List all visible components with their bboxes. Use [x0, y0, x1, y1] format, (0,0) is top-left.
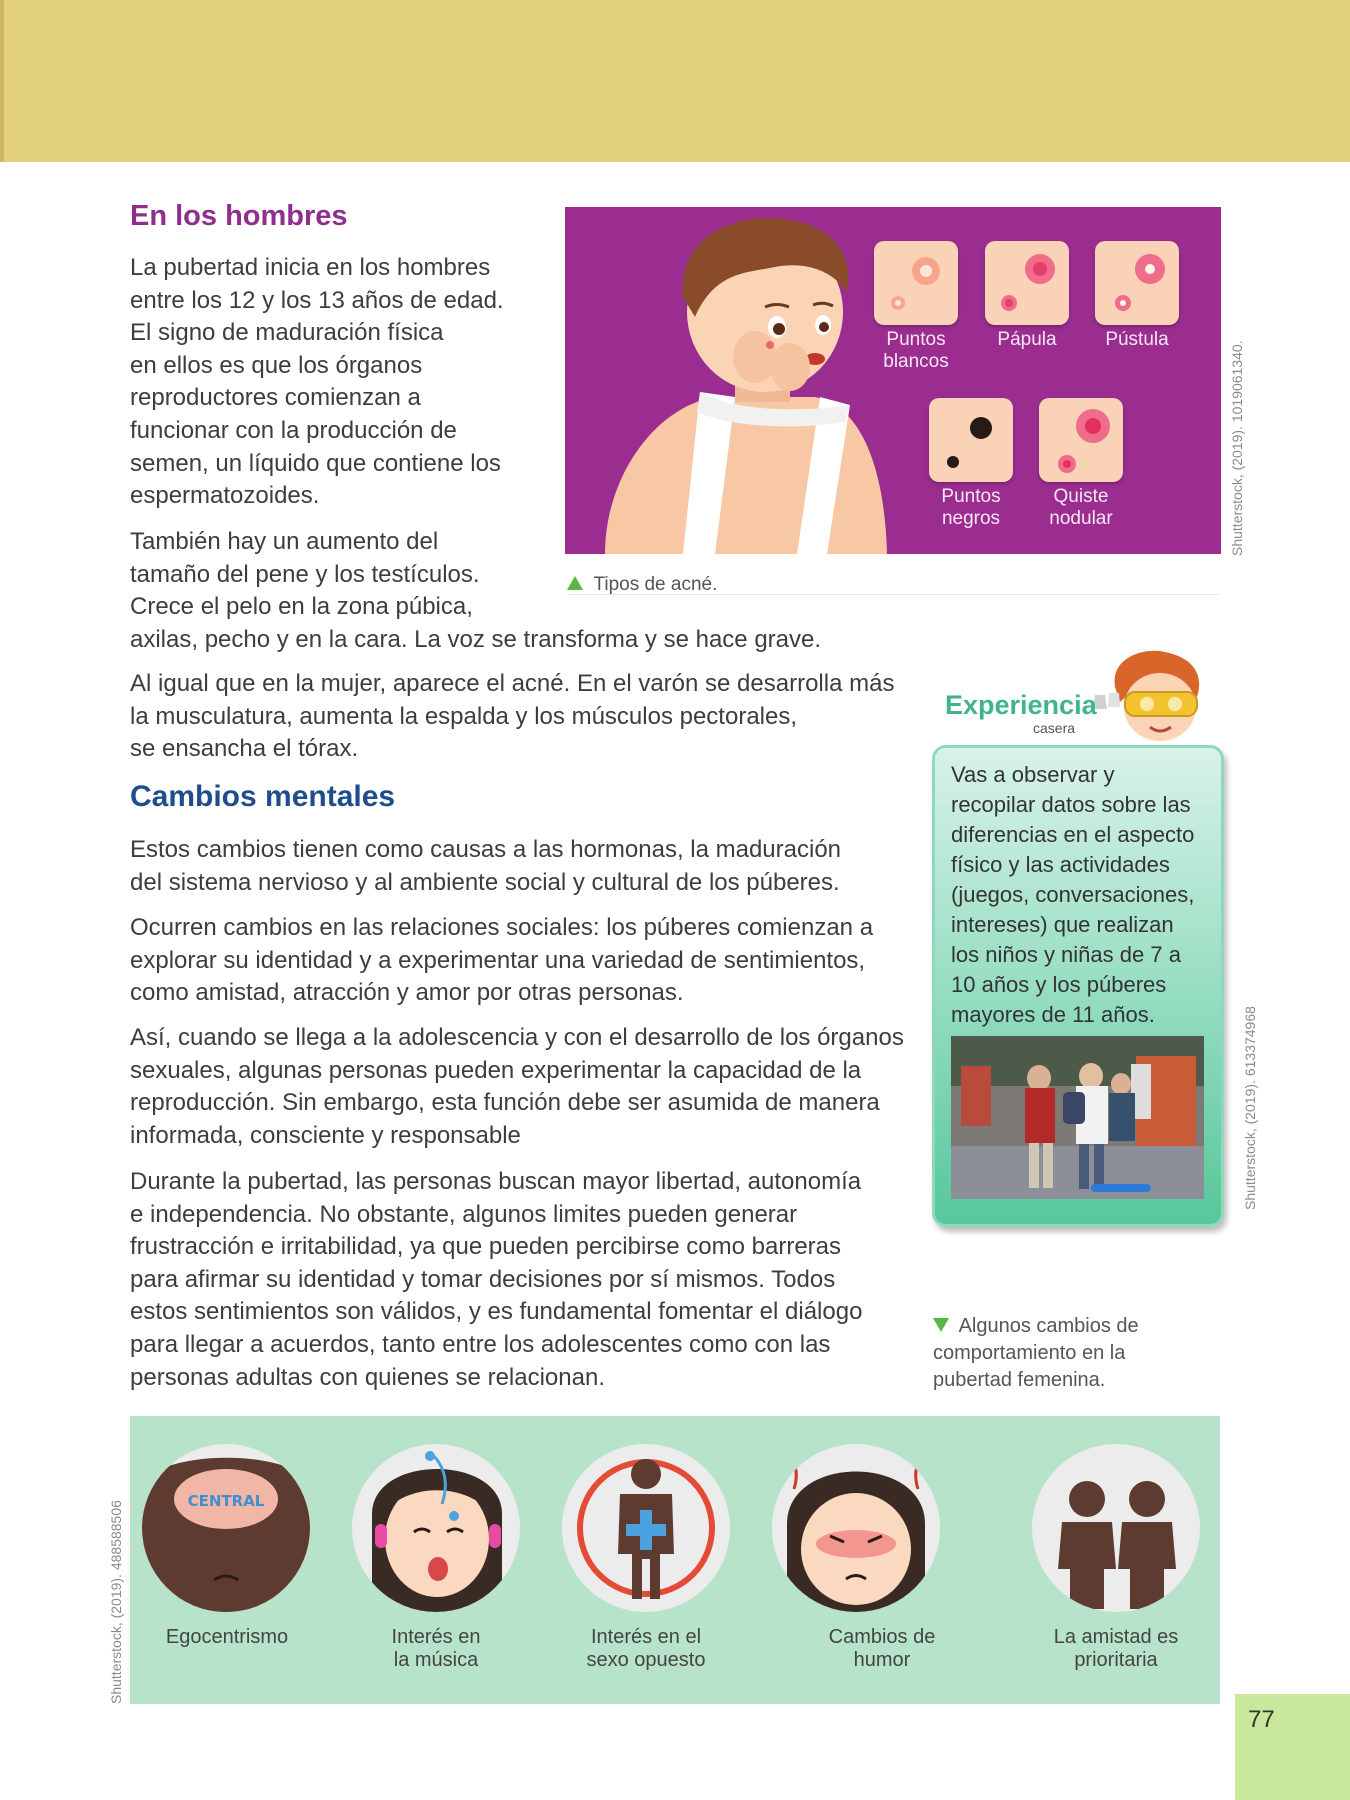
behavior-changes-caption: Algunos cambios de comportamiento en la pubertad femenina.	[933, 1315, 1139, 1391]
mental-paragraph-1: Estos cambios tienen como causas a las hormonas, la maduración del sistema nervioso y al ambiente social y cultural de los púberes.	[130, 836, 842, 896]
band-label-opposite-sex: Interés en el sexo opuesto	[586, 1626, 706, 1671]
egocentrism-icon	[142, 1444, 310, 1612]
acne-label-whitehead: Puntos blancos	[883, 329, 949, 372]
experiencia-photo-credit: Shutterstock, (2019). 613374968	[1242, 1006, 1258, 1210]
experiencia-text: Vas a observar y recopilar datos sobre las diferencias en el aspecto físico y las actividades (juegos, conversaciones, intereses) que realizan los niños y niñas de 7 a 10 años y los púberes mayores de 11 años.	[951, 762, 1195, 1027]
egocentrism-circle	[142, 1444, 310, 1612]
skin-box-papule	[985, 241, 1069, 325]
friendship-icon	[1032, 1444, 1200, 1612]
top-color-band	[0, 0, 1350, 162]
band-label-music: Interés en la música	[391, 1626, 481, 1671]
page-number: 77	[1248, 1706, 1275, 1733]
section-title-men: En los hombres	[130, 200, 348, 232]
experiencia-title: Experiencia	[945, 690, 1097, 720]
music-interest-circle	[352, 1444, 520, 1612]
top-band-edge	[0, 0, 4, 162]
band-label-egocentrism: Egocentrismo	[165, 1626, 289, 1648]
men-paragraph-1: La pubertad inicia en los hombres entre los 12 y los 13 años de edad. El signo de maduración física en ellos es que los órganos reproductores comienzan a funcionar con la producción de semen, un líquido que contiene los espermatozoides.	[130, 254, 504, 510]
mental-paragraph-3: Así, cuando se llega a la adolescencia y con el desarrollo de los órganos sexuales, algunas personas pueden experimentar la capacidad de la reproducción. Sin embargo, esta función debe ser asumida de manera informada, consciente y responsable	[130, 1024, 904, 1149]
teenagers-photo	[951, 1036, 1204, 1199]
skin-box-nodular-cyst	[1039, 398, 1123, 482]
band-label-friendship: La amistad es prioritaria	[1053, 1626, 1179, 1671]
men-paragraph-2: También hay un aumento del tamaño del pene y los testículos. Crece el pelo en la zona púbica, axilas, pecho y en la cara. La voz se transforma y se hace grave.	[130, 528, 822, 653]
acne-types-figure	[565, 207, 1221, 554]
section-title-mental-changes: Cambios mentales	[130, 780, 396, 813]
acne-label-papule: Pápula	[997, 329, 1057, 350]
skin-box-blackhead	[929, 398, 1013, 482]
svg-text:CENTRAL: CENTRAL	[187, 1492, 265, 1510]
skin-box-pustule	[1095, 241, 1179, 325]
men-paragraph-3: Al igual que en la mujer, aparece el acné. En el varón se desarrolla más la musculatura, aumenta la espalda y los músculos pectorales, se ensancha el tórax.	[130, 670, 895, 763]
scientist-boy-icon	[1085, 647, 1213, 747]
caption-triangle-down-icon	[933, 1318, 949, 1332]
mental-paragraph-2: Ocurren cambios en las relaciones sociales: los púberes comienzan a explorar su identidad y a experimentar una variedad de sentimientos, como amistad, atracción y amor por otras personas.	[130, 914, 874, 1007]
skin-box-whitehead	[874, 241, 958, 325]
acne-label-blackhead: Puntos negros	[941, 486, 1001, 529]
acne-image-credit: Shutterstock, (2019). 1019061340.	[1229, 340, 1245, 556]
experiencia-subtitle: casera	[1033, 720, 1076, 736]
music-interest-icon	[352, 1444, 520, 1612]
mental-paragraph-4: Durante la pubertad, las personas buscan mayor libertad, autonomía e independencia. No obstante, algunos limites pueden generar frustracción e irritabilidad, ya que pueden percibirse como barreras para afirmar su identidad y tomar decisiones por sí mismos. Todos estos sentimientos son válidos, y es fundamental fomentar el diálogo para llegar a acuerdos, tanto entre los adolescentes como con las personas adultas con quienes se relacionan.	[130, 1168, 863, 1391]
acne-label-pustule: Pústula	[1105, 329, 1169, 350]
teenagers-photo-illustration	[951, 1036, 1204, 1199]
acne-caption: Tipos de acné.	[567, 574, 1219, 595]
band-image-credit: Shutterstock, (2019). 488588506	[108, 1500, 124, 1704]
opposite-sex-interest-icon	[562, 1444, 730, 1612]
friendship-priority-circle	[1032, 1444, 1200, 1612]
acne-label-nodular-cyst: Quiste nodular	[1049, 486, 1113, 529]
caption-triangle-icon	[567, 576, 583, 590]
band-label-mood: Cambios de humor	[828, 1626, 936, 1671]
mood-changes-circle	[772, 1444, 940, 1612]
opposite-sex-interest-circle	[562, 1444, 730, 1612]
behavior-icons-band	[130, 1416, 1220, 1704]
mood-changes-icon	[772, 1444, 940, 1612]
